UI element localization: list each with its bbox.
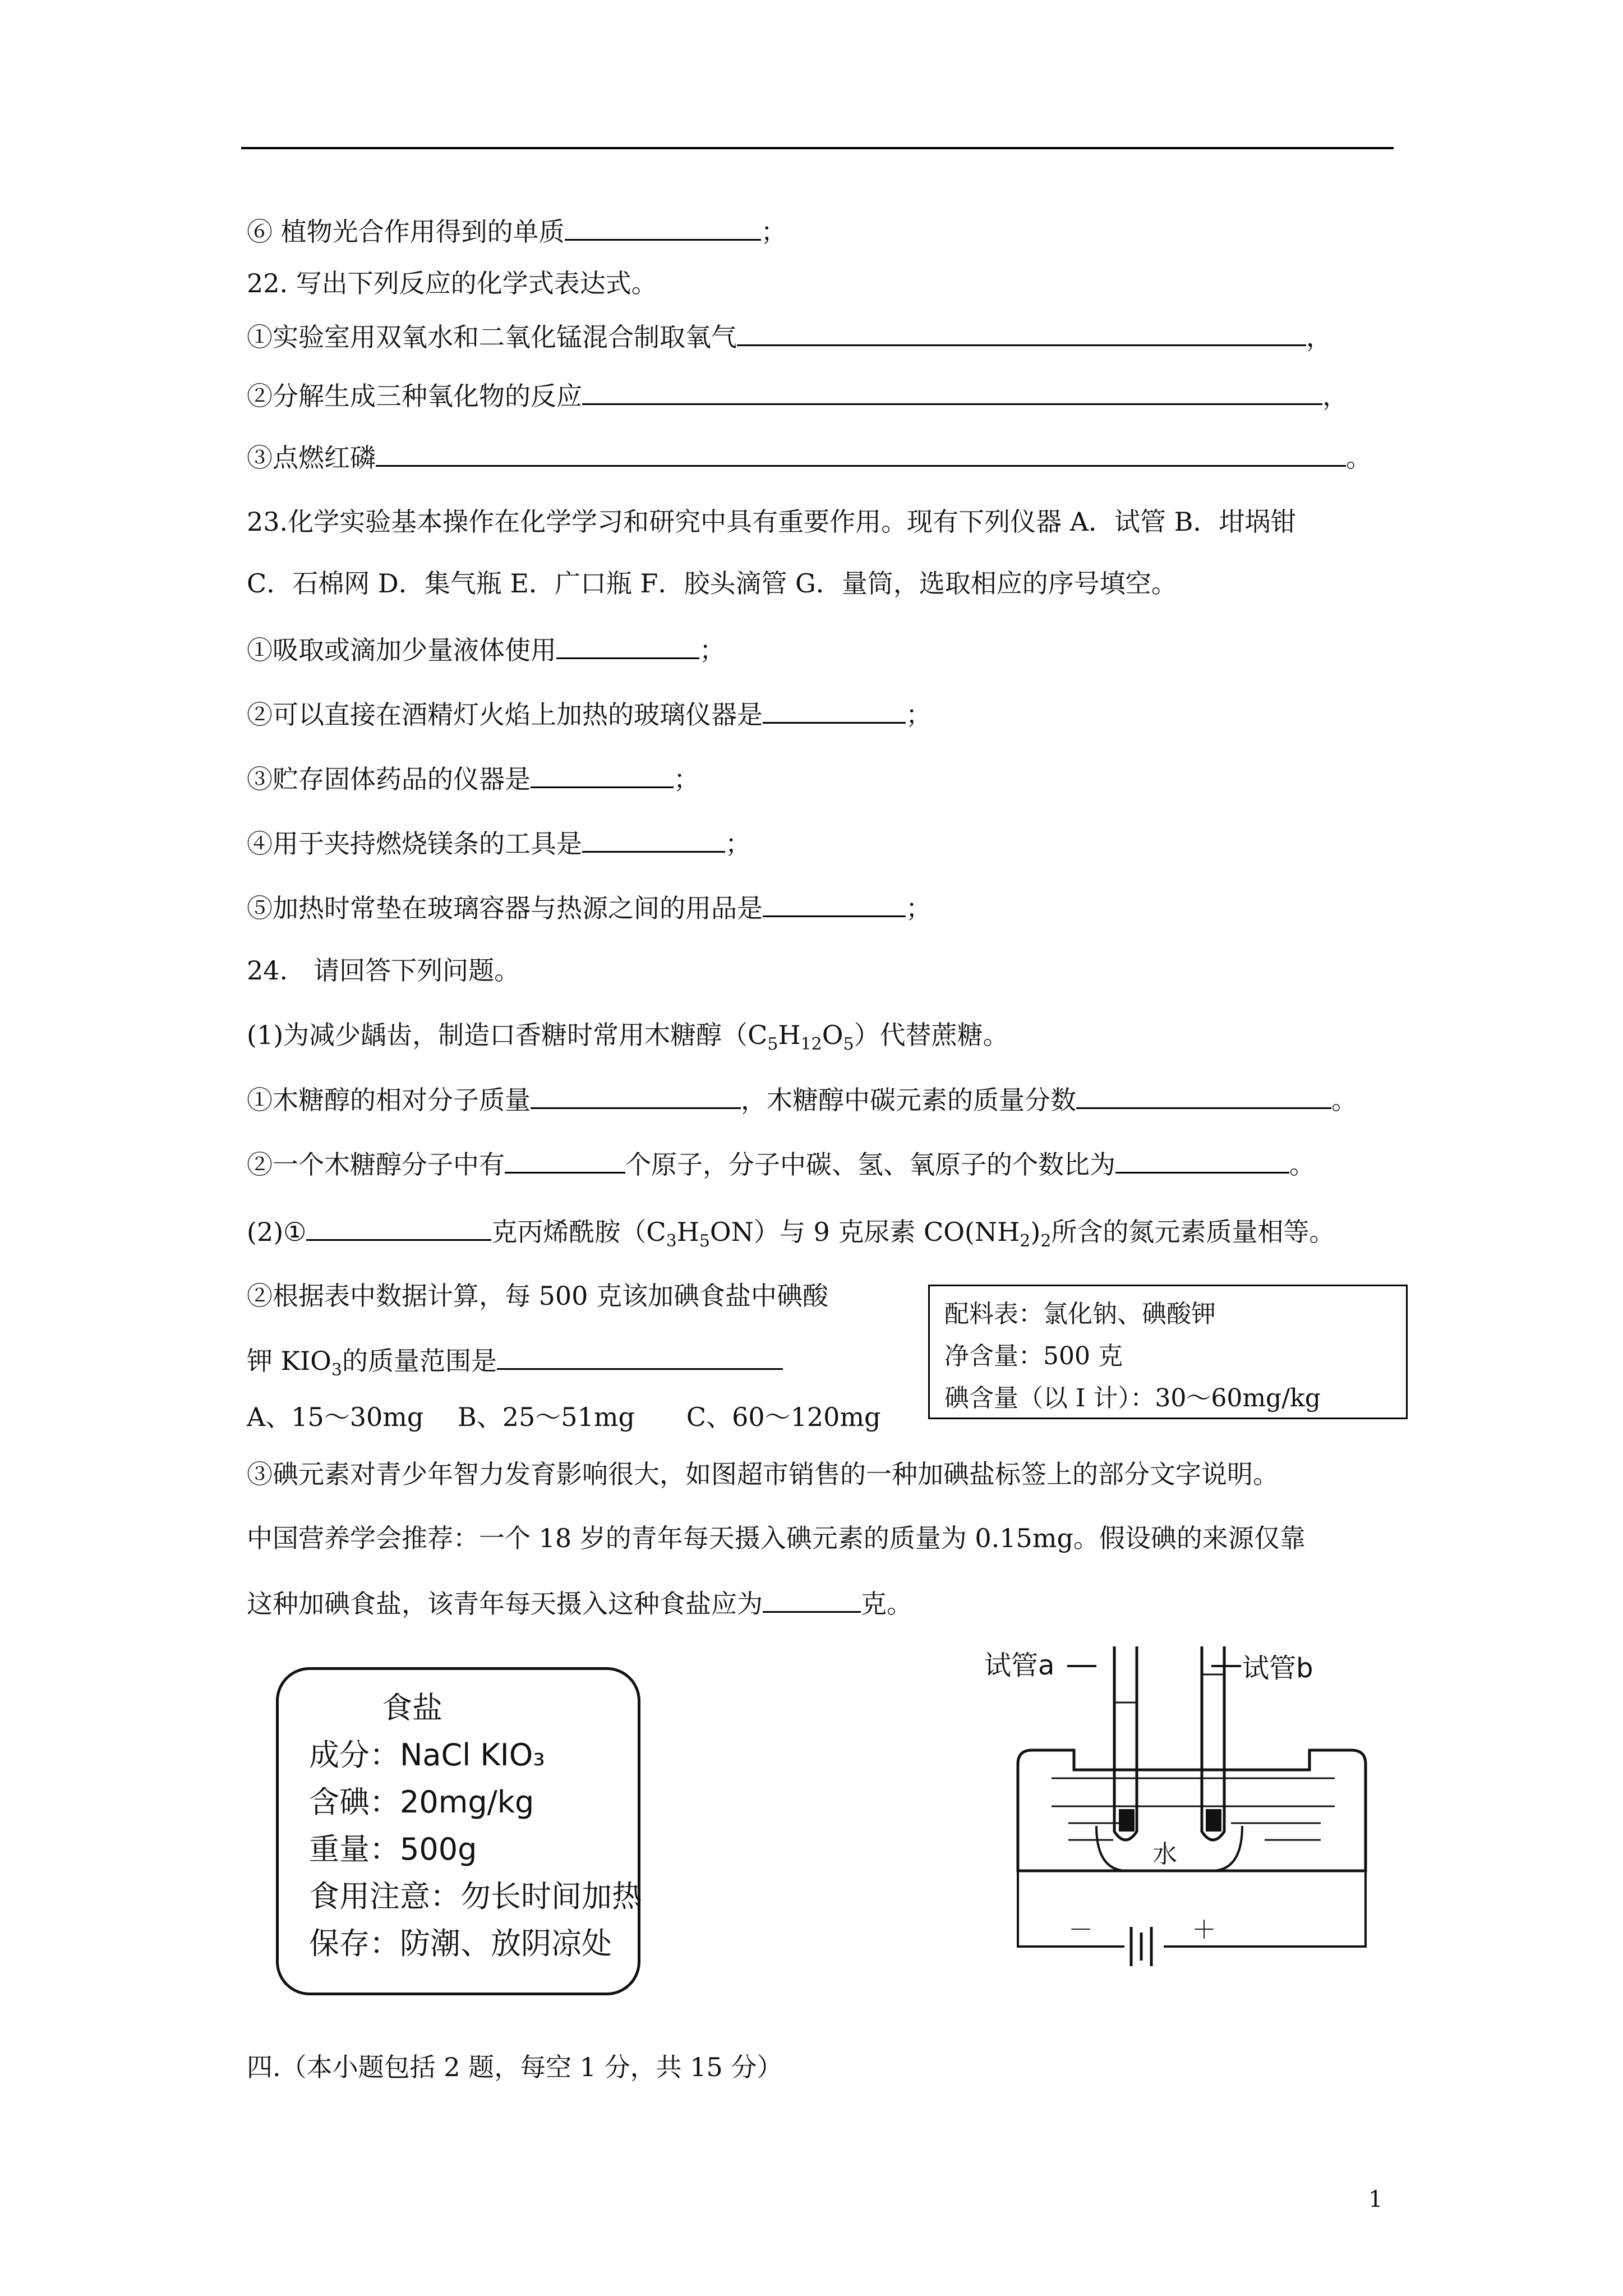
answer-blank[interactable] xyxy=(763,1586,861,1613)
answer-blank[interactable] xyxy=(531,762,674,788)
tube-b-label: 试管b xyxy=(1242,1653,1313,1684)
q24-part2: (2)① 克丙烯酰胺$(C_3H_5ON)$与 9 克尿素 $CO(NH_2)_2$所含的氮元素质量相等。 xyxy=(247,1214,1335,1249)
q23-item5: ⑤加热时常垫在玻璃容器与热源之间的用品是 ； xyxy=(247,891,932,925)
answer-blank[interactable] xyxy=(306,1214,491,1241)
q23-item2: ②可以直接在酒精灯火焰上加热的玻璃仪器是 ； xyxy=(247,697,932,731)
q24-item2: ②一个木糖醇分子中有 个原子，分子中碳、氢、氧原子的个数比为 。 xyxy=(247,1147,1315,1181)
q24-options: A、15～30mg B、25～51mg C、60～120mg xyxy=(247,1402,881,1432)
electrode-b xyxy=(1206,1809,1221,1832)
net-weight-line: 净含量：500 克 xyxy=(944,1342,1123,1370)
header-rule xyxy=(241,147,1394,149)
answer-blank[interactable] xyxy=(565,214,761,241)
q23-item3: ③贮存固体药品的仪器是 ； xyxy=(247,762,699,796)
page-number: 1 xyxy=(1368,2187,1383,2212)
salt-label-card xyxy=(276,1667,640,1995)
q24-item-c-line1: ③碘元素对青少年智力发育影响很大，如图超市销售的一种加碘盐标签上的部分文字说明。 xyxy=(247,1459,1279,1489)
q22-heading: 22. 写出下列反应的化学式表达式。 xyxy=(247,268,657,298)
q23-item1: ①吸取或滴加少量液体使用 ； xyxy=(247,633,725,667)
salt-label-weight: 重量：500g xyxy=(309,1832,477,1867)
answer-blank[interactable] xyxy=(1076,1083,1331,1109)
answer-blank[interactable] xyxy=(1115,1147,1289,1174)
salt-label-ingredients: 成分：NaCl KIO₃ xyxy=(309,1737,545,1773)
battery-minus-label: － xyxy=(1068,1916,1093,1944)
electrolysis-apparatus-diagram xyxy=(984,1635,1410,1994)
battery-plus-label: ＋ xyxy=(1192,1916,1216,1944)
answer-blank[interactable] xyxy=(582,826,725,853)
section-4-heading: 四.（本小题包括 2 题，每空 1 分，共 15 分） xyxy=(247,2052,783,2082)
q23-heading-line2: C．石棉网 D．集气瓶 E．广口瓶 F．胶头滴管 G．量筒，选取相应的序号填空。 xyxy=(247,568,1177,599)
q23-item4: ④用于夹持燃烧镁条的工具是 ； xyxy=(247,826,751,861)
q24-item1: ①木糖醇的相对分子质量 ，木糖醇中碳元素的质量分数 。 xyxy=(247,1083,1357,1117)
answer-blank[interactable] xyxy=(376,440,1346,467)
answer-blank[interactable] xyxy=(737,320,1306,346)
salt-label-storage: 保存：防潮、放阴凉处 xyxy=(309,1926,612,1961)
q21-item6: ⑥ 植物光合作用得到的单质 ； xyxy=(247,214,787,249)
q22-item2: ②分解生成三种氧化物的反应 ， xyxy=(247,379,1348,413)
q22-item3: ③点燃红磷 。 xyxy=(247,440,1372,475)
salt-label-iodine: 含碘：20mg/kg xyxy=(309,1784,534,1820)
salt-label-title: 食盐 xyxy=(382,1690,442,1726)
q22-item1: ①实验室用双氧水和二氧化锰混合制取氧气 ， xyxy=(247,320,1332,354)
ingredient-table xyxy=(928,1285,1408,1419)
q24-item-c-line2: 中国营养学会推荐：一个 18 岁的青年每天摄入碘元素的质量为 0.15mg。假设碘的来源仅靠 xyxy=(247,1523,1306,1553)
answer-blank[interactable] xyxy=(531,1083,741,1109)
answer-blank[interactable] xyxy=(582,379,1322,405)
q24-item-c-line3: 这种加碘食盐，该青年每天摄入这种食盐应为 克。 xyxy=(247,1586,912,1621)
answer-blank[interactable] xyxy=(763,697,906,724)
tube-a-label: 试管a xyxy=(984,1650,1055,1681)
q24-part1: (1)为减少龋齿，制造口香糖时常用木糖醇$(C_5H_{12}O_5)$代替蔗糖。 xyxy=(247,1020,1009,1055)
electrode-a xyxy=(1119,1809,1135,1832)
answer-blank[interactable] xyxy=(763,891,906,917)
q24-item-b-line1: ②根据表中数据计算，每 500 克该加碘食盐中碘酸 xyxy=(247,1281,829,1311)
answer-blank[interactable] xyxy=(556,633,699,659)
water-label: 水 xyxy=(1152,1840,1177,1869)
answer-blank[interactable] xyxy=(505,1147,625,1174)
q24-item-b-line2: 钾 $KIO_3$的质量范围是 xyxy=(247,1343,783,1378)
q23-heading-line1: 23.化学实验基本操作在化学学习和研究中具有重要作用。现有下列仪器 A．试管 B．坩埚钳 xyxy=(247,507,1297,537)
water-basin xyxy=(1018,1750,1366,1871)
iodine-content-line: 碘含量（以 I 计）：30～60mg/kg xyxy=(944,1384,1321,1412)
salt-label-usage-note: 食用注意：勿长时间加热 xyxy=(309,1879,642,1914)
q24-heading: 24. 请回答下列问题。 xyxy=(247,955,520,986)
answer-blank[interactable] xyxy=(497,1343,783,1370)
ingredient-line: 配料表：氯化钠、碘酸钾 xyxy=(944,1300,1216,1328)
